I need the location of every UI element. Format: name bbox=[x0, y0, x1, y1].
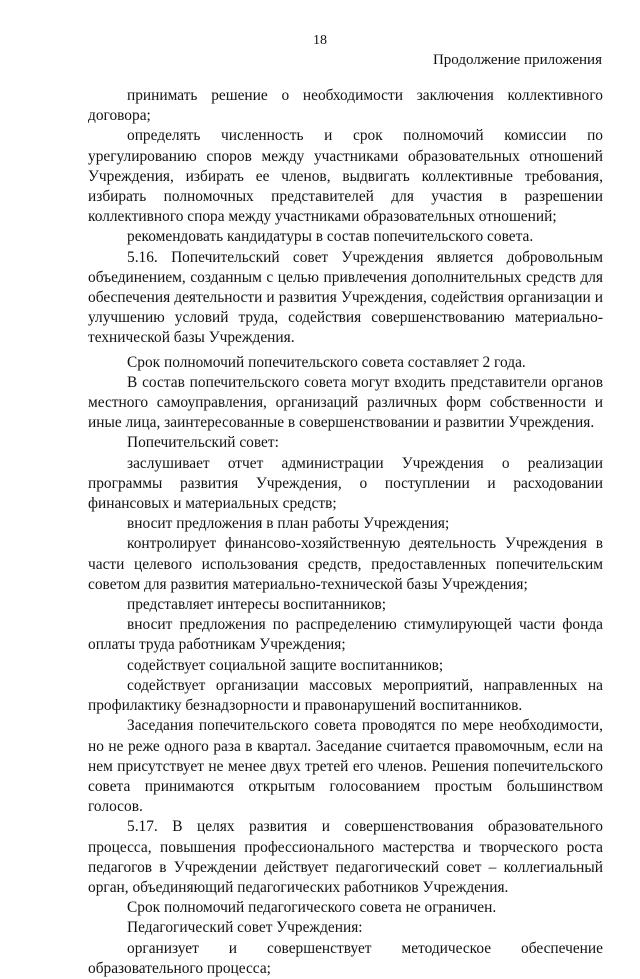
document-body bbox=[88, 86, 603, 979]
paragraph: содействует социальной защите воспитанников; bbox=[127, 656, 444, 674]
continuation-label: Продолжение приложения bbox=[432, 52, 602, 68]
paragraph: Заседания попечительского совета проводятся по мере необходимости, но не реже одного раза в квартал. Заседание считается правомочным, если на нем присутствует не менее двух третей его членов. Решения попечительского совета принимаются открытым голосованием простым большинством голосов. bbox=[88, 717, 603, 816]
paragraph: заслушивает отчет администрации Учреждения о реализации программы развития Учреждения, о поступлении и расходовании финансовых и материальных средств; bbox=[88, 454, 603, 513]
paragraph: В состав попечительского совета могут входить представители органов местного самоуправления, организаций различных форм собственности и иные лица, заинтересованные в совершенствовании и развитии Учреждения. bbox=[88, 373, 603, 432]
page-number: 18 bbox=[313, 33, 327, 48]
paragraph: 5.16. Попечительский совет Учреждения является добровольным объединением, созданным с целью привлечения дополнительных средств для обеспечения деятельности и развития Учреждения, содействия организации и улучшению условий труда, содействия совершенствованию материально-технической базы Учреждения. bbox=[88, 248, 603, 347]
paragraph: вносит предложения в план работы Учреждения; bbox=[127, 515, 450, 533]
paragraph: организует и совершенствует методическое обеспечение образовательного процесса; bbox=[88, 939, 603, 977]
paragraph: рекомендовать кандидатуры в состав попечительского совета. bbox=[127, 228, 534, 246]
paragraph: принимать решение о необходимости заключения коллективного договора; bbox=[88, 87, 603, 125]
paragraph: Срок полномочий попечительского совета составляет 2 года. bbox=[127, 353, 526, 371]
paragraph: Попечительский совет: bbox=[127, 434, 279, 452]
paragraph: Срок полномочий педагогического совета не ограничен. bbox=[127, 899, 497, 917]
paragraph: 5.17. В целях развития и совершенствования образовательного процесса, повышения профессионального мастерства и творческого роста педагогов в Учреждении действует педагогический совет – коллегиальный орган, объединяющий педагогических работников Учреждения. bbox=[88, 818, 603, 896]
paragraph: Педагогический совет Учреждения: bbox=[127, 919, 363, 937]
paragraph: содействует организации массовых мероприятий, направленных на профилактику безнадзорности и правонарушений воспитанников. bbox=[88, 676, 603, 715]
paragraph: контролирует финансово-хозяйственную деятельность Учреждения в части целевого использования средств, предоставленных попечительским советом для развития материально-технической базы Учреждения; bbox=[88, 535, 603, 593]
paragraph: определять численность и срок полномочий комиссии по урегулированию споров между участниками образовательных отношений Учреждения, избирать ее членов, выдвигать коллективные требования, избирать полномочных представителей для участия в разрешении коллективного спора между участниками образовательных отношений; bbox=[88, 127, 603, 226]
paragraph: вносит предложения по распределению стимулирующей части фонда оплаты труда работникам Учреждения; bbox=[88, 616, 603, 654]
paragraph: представляет интересы воспитанников; bbox=[127, 596, 387, 614]
